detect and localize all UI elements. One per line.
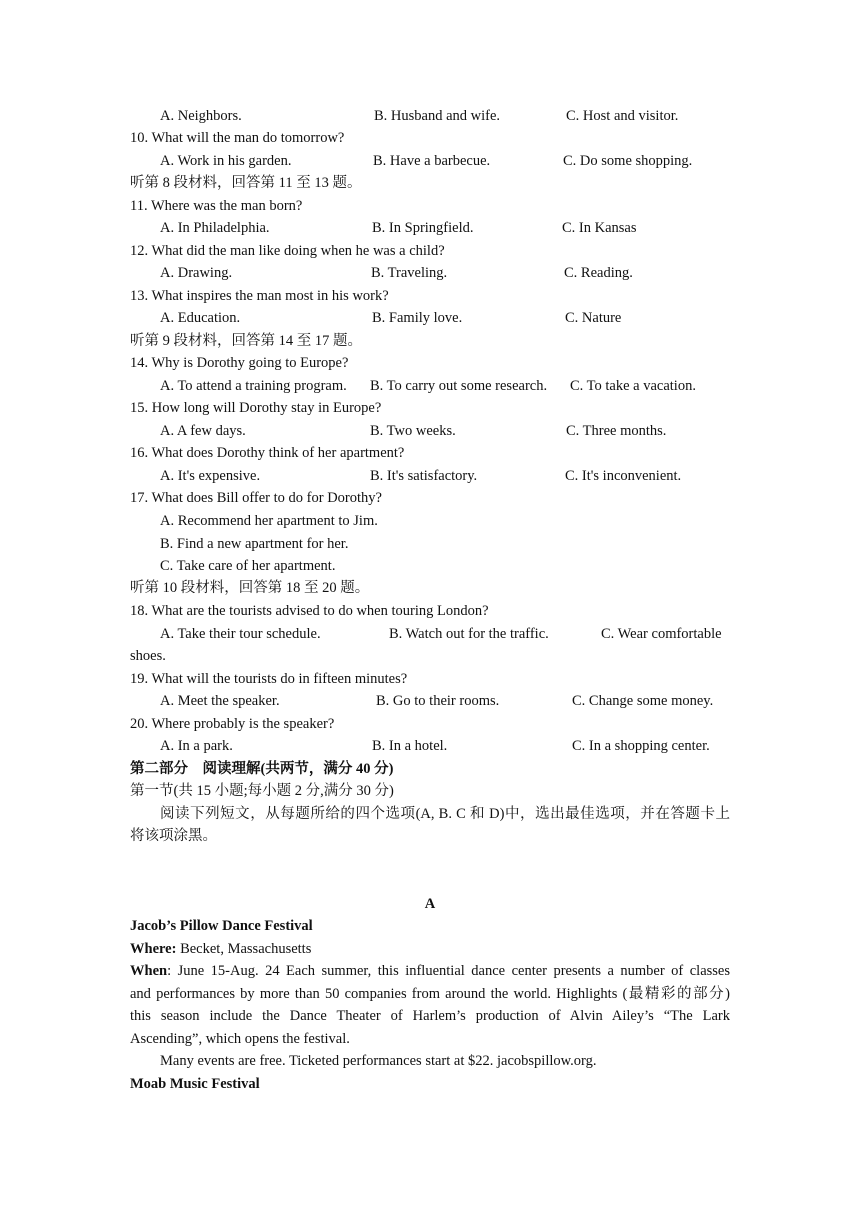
option-a: A. Take their tour schedule. xyxy=(160,626,321,642)
question-18: 18. What are the tourists advised to do when touring London? xyxy=(130,603,489,619)
q11-options xyxy=(130,217,730,239)
option-a: A. Drawing. xyxy=(160,265,233,281)
question-13: 13. What inspires the man most in his work? xyxy=(130,288,389,304)
part-2-heading: 第二部分 阅读理解(共两节，满分 40 分) xyxy=(130,761,394,777)
option-a: A. Education. xyxy=(160,310,241,326)
option-c: C. Nature xyxy=(565,310,622,326)
q9-options xyxy=(130,105,730,127)
q18-options xyxy=(130,623,730,645)
question-19: 19. What will the tourists do in fifteen minutes? xyxy=(130,671,408,687)
section-9-instruction: 听第 9 段材料，回答第 14 至 17 题。 xyxy=(130,333,362,349)
question-14: 14. Why is Dorothy going to Europe? xyxy=(130,355,349,371)
where-label: Where: xyxy=(130,941,177,957)
option-c: C. Take care of her apartment. xyxy=(160,558,336,574)
option-a: A. In a park. xyxy=(160,738,233,754)
option-c: C. In a shopping center. xyxy=(572,738,710,754)
question-11: 11. Where was the man born? xyxy=(130,198,303,214)
option-b: B. Watch out for the traffic. xyxy=(389,626,549,642)
option-b: B. In Springfield. xyxy=(372,220,474,236)
option-b: B. In a hotel. xyxy=(372,738,448,754)
when-line-2: and performances by more than 50 companies from around the world. Highlights (最精彩的部分) xyxy=(130,986,730,1002)
where-value: Becket, Massachusetts xyxy=(176,941,312,957)
option-b: B. Have a barbecue. xyxy=(373,153,491,169)
q13-options xyxy=(130,307,730,329)
where-line xyxy=(130,938,730,960)
section-1-heading: 第一节(共 15 小题;每小题 2 分,满分 30 分) xyxy=(130,783,394,799)
q20-options xyxy=(130,735,730,757)
q12-options xyxy=(130,262,730,284)
when-line-4: Ascending”, which opens the festival. xyxy=(130,1031,350,1047)
when-line-3: this season include the Dance Theater of Harlem’s production of Alvin Ailey’s “The Lark xyxy=(130,1008,730,1024)
option-b: B. Find a new apartment for her. xyxy=(160,536,349,552)
option-b: B. Family love. xyxy=(372,310,463,326)
when-line-1 xyxy=(130,960,730,982)
option-c: C. Reading. xyxy=(564,265,633,281)
q17-option-b xyxy=(130,533,730,555)
option-a: A. Work in his garden. xyxy=(160,153,292,169)
question-17: 17. What does Bill offer to do for Dorothy? xyxy=(130,490,382,506)
option-a: A. Recommend her apartment to Jim. xyxy=(160,513,378,529)
option-c: C. Change some money. xyxy=(572,693,714,709)
q19-options xyxy=(130,690,730,712)
option-a: A. In Philadelphia. xyxy=(160,220,270,236)
when-label: When xyxy=(130,963,168,979)
question-15: 15. How long will Dorothy stay in Europe? xyxy=(130,400,382,416)
section-10-instruction: 听第 10 段材料，回答第 18 至 20 题。 xyxy=(130,580,370,596)
q18-option-c-continued: shoes. xyxy=(130,648,166,664)
option-b: B. Husband and wife. xyxy=(374,108,501,124)
question-20: 20. Where probably is the speaker? xyxy=(130,716,335,732)
option-c: C. To take a vacation. xyxy=(570,378,696,394)
option-a: A. To attend a training program. xyxy=(160,378,347,394)
option-a: A. Meet the speaker. xyxy=(160,693,280,709)
option-b: B. Go to their rooms. xyxy=(376,693,500,709)
reading-instruction-line-2: 将该项涂黑。 xyxy=(130,828,217,844)
option-c: C. Wear comfortable xyxy=(601,626,722,642)
question-12: 12. What did the man like doing when he was a child? xyxy=(130,243,445,259)
option-c: C. Host and visitor. xyxy=(566,108,679,124)
option-b: B. Two weeks. xyxy=(370,423,456,439)
option-b: B. Traveling. xyxy=(371,265,448,281)
q17-option-c xyxy=(130,555,730,577)
q17-option-a xyxy=(130,510,730,532)
reading-instruction-line-1: 阅读下列短文，从每题所给的四个选项(A, B. C 和 D)中，选出最佳选项，并在答题卡上 xyxy=(160,806,730,822)
question-16: 16. What does Dorothy think of her apartment? xyxy=(130,445,405,461)
option-a: A. Neighbors. xyxy=(160,108,242,124)
option-b: B. To carry out some research. xyxy=(370,378,548,394)
q14-options xyxy=(130,375,730,397)
option-a: A. It's expensive. xyxy=(160,468,261,484)
option-c: C. Do some shopping. xyxy=(563,153,693,169)
q10-options xyxy=(130,150,730,172)
passage-title-2: Moab Music Festival xyxy=(130,1076,260,1092)
option-a: A. A few days. xyxy=(160,423,246,439)
option-c: C. It's inconvenient. xyxy=(565,468,682,484)
option-c: C. In Kansas xyxy=(562,220,637,236)
option-b: B. It's satisfactory. xyxy=(370,468,478,484)
passage-letter: A xyxy=(424,896,436,912)
free-events-line: Many events are free. Ticketed performances start at $22. jacobspillow.org. xyxy=(160,1053,597,1069)
q16-options xyxy=(130,465,730,487)
when-text: : June 15-Aug. 24 Each summer, this influential dance center presents a number of classes xyxy=(167,963,730,979)
question-10: 10. What will the man do tomorrow? xyxy=(130,130,345,146)
section-8-instruction: 听第 8 段材料，回答第 11 至 13 题。 xyxy=(130,175,362,191)
option-c: C. Three months. xyxy=(566,423,667,439)
passage-title-1: Jacob’s Pillow Dance Festival xyxy=(130,918,313,934)
q15-options xyxy=(130,420,730,442)
